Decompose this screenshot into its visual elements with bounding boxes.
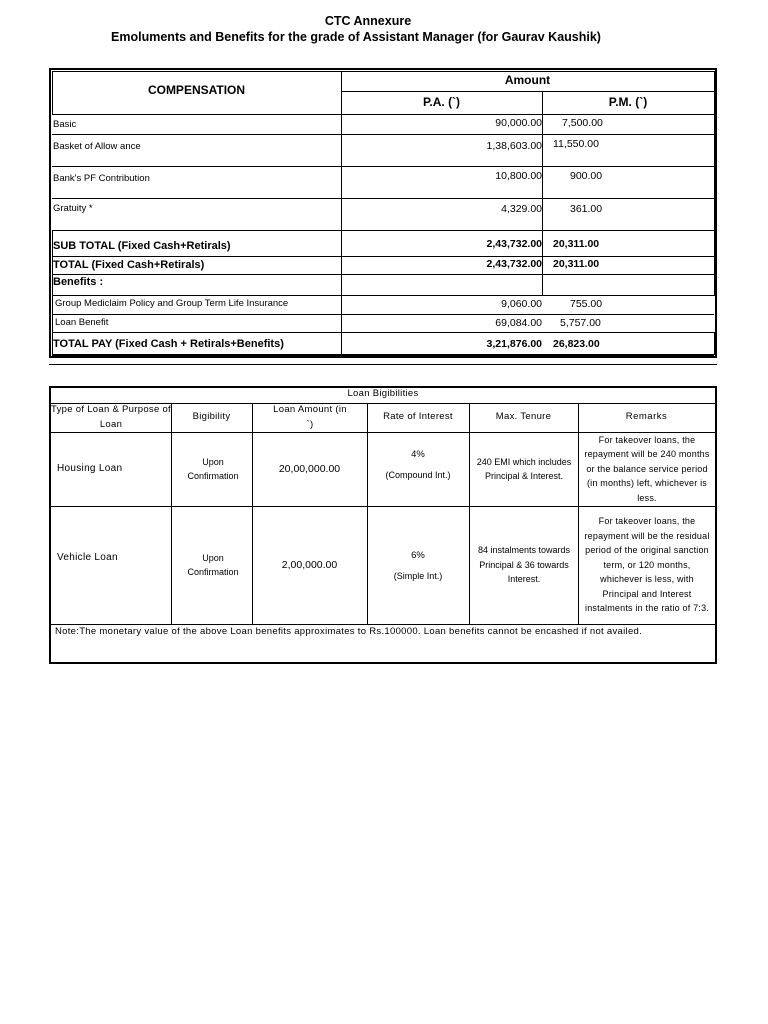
row-line xyxy=(52,230,714,231)
row-line xyxy=(52,354,714,356)
benefit-pa-mediclaim: 9,060.00 xyxy=(501,298,542,310)
total-pay-label: TOTAL PAY (Fixed Cash + Retirals+Benefits) xyxy=(53,338,284,350)
header-remarks: Remarks xyxy=(625,411,668,423)
row-line xyxy=(52,256,714,257)
housing-loan-rate-note: (Compound Int.) xyxy=(385,469,451,480)
loan-col-line xyxy=(367,403,368,624)
header-loan-type: Type of Loan & Purpose of Loan xyxy=(51,404,171,430)
subtotal-pm: 20,311.00 xyxy=(553,238,600,250)
housing-loan-rate: 4% xyxy=(411,448,425,460)
section-separator xyxy=(49,364,717,365)
row-pm-basket: 11,550.00 xyxy=(553,138,599,150)
pa-header: P.A. (`) xyxy=(422,95,461,109)
subtotal-pa: 2,43,732.00 xyxy=(486,238,542,250)
housing-loan-remarks: For takeover loans, the repayment will be 240 months or the balance service period (in months) left, whichever is less. xyxy=(584,434,710,503)
vehicle-loan-tenure: 84 instalments towards Principal & 36 towards Interest. xyxy=(477,545,571,585)
row-line xyxy=(52,114,714,115)
total-pa: 2,43,732.00 xyxy=(486,258,542,270)
benefits-label: Benefits : xyxy=(53,276,104,288)
row-pa-basic: 90,000.00 xyxy=(495,117,542,129)
document-title: CTC Annexure xyxy=(324,14,412,28)
row-label-basket: Basket of Allow ance xyxy=(53,141,141,152)
row-line xyxy=(52,295,714,296)
loan-table-title: Loan Bigibilities xyxy=(347,388,419,400)
row-label-gratuity: Gratuity * xyxy=(53,203,93,214)
row-label-basic: Basic xyxy=(53,119,77,130)
housing-loan-type: Housing Loan xyxy=(57,462,123,474)
loan-col-line xyxy=(469,403,470,624)
vehicle-loan-remarks: For takeover loans, the repayment will be the residual period of the original sanction term, or 120 months, whichever is less, with Principal and Interest instalments in the ratio of 7:3. xyxy=(584,516,710,614)
housing-loan-eligibility: Upon Confirmation xyxy=(187,456,239,481)
row-line xyxy=(52,332,714,333)
row-pm-basic: 7,500.00 xyxy=(562,117,603,129)
benefit-pa-loan: 69,084.00 xyxy=(495,317,542,329)
header-loan-amount: Loan Amount (in `) xyxy=(273,404,347,430)
header-eligibility: Bigibility xyxy=(192,411,231,423)
row-pa-basket: 1,38,603.00 xyxy=(486,140,542,152)
header-rate: Rate of Interest xyxy=(383,411,453,423)
total-pay-pa: 3,21,876.00 xyxy=(486,338,542,350)
total-label: TOTAL (Fixed Cash+Retirals) xyxy=(53,259,205,271)
row-pm-pf: 900.00 xyxy=(570,170,603,182)
row-pa-gratuity: 4,329.00 xyxy=(501,203,542,215)
benefit-pm-loan: 5,757.00 xyxy=(560,317,601,329)
subtotal-label: SUB TOTAL (Fixed Cash+Retirals) xyxy=(53,240,231,252)
vehicle-loan-amount: 2,00,000.00 xyxy=(281,558,338,571)
pm-header: P.M. (`) xyxy=(608,95,648,109)
ctc-inner-top xyxy=(52,71,714,72)
loan-col-line xyxy=(578,403,579,624)
compensation-header: COMPENSATION xyxy=(147,83,246,97)
total-pm: 20,311.00 xyxy=(553,258,600,270)
vehicle-loan-rate: 6% xyxy=(411,549,425,561)
row-pm-gratuity: 361.00 xyxy=(570,203,603,215)
loan-note: Note:The monetary value of the above Loan benefits approximates to Rs.100000. Loan benefits cannot be encashed if not availed. xyxy=(55,626,643,637)
total-pay-pm: 26,823.00 xyxy=(553,338,600,350)
housing-loan-amount: 20,00,000.00 xyxy=(278,462,341,475)
row-line xyxy=(52,198,714,199)
vehicle-loan-rate-note: (Simple Int.) xyxy=(393,570,443,581)
pa-column-left-border-lower xyxy=(341,296,342,355)
pm-column-left-border xyxy=(542,91,543,296)
benefit-label-mediclaim: Group Mediclaim Policy and Group Term Life Insurance xyxy=(55,298,289,309)
header-tenure: Max. Tenure xyxy=(495,411,552,423)
row-line xyxy=(52,134,714,135)
row-label-pf: Bank's PF Contribution xyxy=(53,173,150,184)
loan-col-line xyxy=(171,403,172,624)
row-pa-pf: 10,800.00 xyxy=(495,170,542,182)
amount-divider xyxy=(341,91,714,92)
benefit-label-loan: Loan Benefit xyxy=(55,317,109,328)
ctc-inner-right xyxy=(714,71,715,296)
row-line xyxy=(52,166,714,167)
vehicle-loan-type: Vehicle Loan xyxy=(57,552,118,564)
ctc-right-border-lower xyxy=(714,332,715,355)
amount-header: Amount xyxy=(504,73,551,87)
benefit-pm-mediclaim: 755.00 xyxy=(570,298,603,310)
row-line xyxy=(52,314,714,315)
vehicle-loan-eligibility: Upon Confirmation xyxy=(187,552,239,577)
housing-loan-tenure: 240 EMI which includes Principal & Interest. xyxy=(476,456,572,481)
row-line xyxy=(52,274,714,275)
document-subtitle: Emoluments and Benefits for the grade of Assistant Manager (for Gaurav Kaushik) xyxy=(111,30,601,44)
